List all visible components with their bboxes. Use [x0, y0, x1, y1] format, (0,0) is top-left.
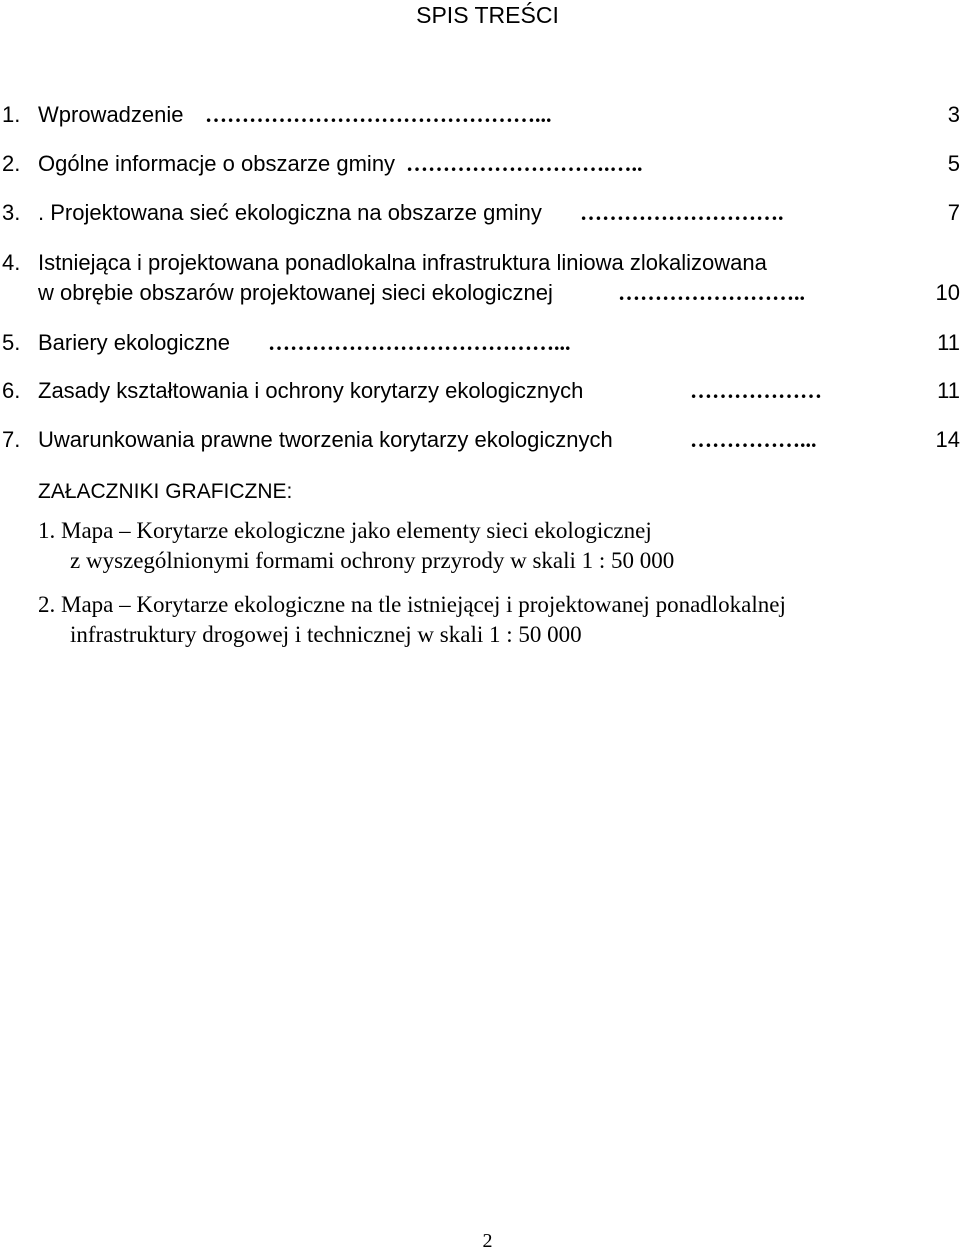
page-number: 2	[482, 1230, 493, 1252]
attachment-item-line: 2. Mapa – Korytarze ekologiczne na tle istniejącej i projektowanej ponadlokalnej	[38, 592, 786, 617]
toc-entry-page: 10	[935, 280, 960, 305]
toc-entry-leader: ………………	[690, 378, 822, 403]
toc-entry	[0, 151, 960, 181]
toc-entry-label: . Projektowana sieć ekologiczna na obszarze gminy	[38, 200, 542, 225]
toc-entry-page: 3	[947, 102, 960, 127]
toc-entry-label: Wprowadzenie	[38, 102, 184, 127]
attachment-item-line: 1. Mapa – Korytarze ekologiczne jako elementy sieci ekologicznej	[38, 518, 652, 543]
toc-entry-page: 14	[935, 427, 960, 452]
toc-entry-page: 5	[947, 151, 960, 176]
toc-entry-leader: ……………………….…..	[406, 151, 643, 176]
toc-entry-number: 7.	[2, 427, 21, 452]
toc-entry-number: 2.	[2, 151, 21, 176]
toc-entry-leader: …………………………………...	[268, 330, 571, 355]
toc-entry-number: 3.	[2, 200, 21, 225]
toc-entry	[0, 378, 960, 408]
page-title: SPIS TREŚCI	[416, 2, 559, 28]
toc-entry-leader: ……………………….	[580, 200, 784, 225]
toc-entry-page: 7	[947, 200, 960, 225]
toc-entry-leader: ……………...	[690, 427, 817, 452]
toc-entry-label: Bariery ekologiczne	[38, 330, 230, 355]
toc-entry	[0, 102, 960, 132]
toc-entry-number: 5.	[2, 330, 21, 355]
toc-entry-label: Istniejąca i projektowana ponadlokalna infrastruktura liniowa zlokalizowana	[38, 250, 767, 275]
toc-entry-label: Ogólne informacje o obszarze gminy	[38, 151, 396, 176]
attachments-heading: ZAŁACZNIKI GRAFICZNE:	[38, 480, 293, 503]
toc-entry-number: 1.	[2, 102, 21, 127]
toc-entry-leader: ………………………………………...	[205, 102, 552, 127]
toc-entry	[0, 200, 960, 230]
toc-entry-number: 4.	[2, 250, 21, 275]
attachment-item-line: infrastruktury drogowej i technicznej w skali 1 : 50 000	[70, 622, 582, 647]
toc-entry-continuation	[0, 280, 960, 310]
toc-entry-label-continued: w obrębie obszarów projektowanej sieci ekologicznej	[38, 280, 553, 305]
toc-entry	[0, 330, 960, 360]
toc-entry	[0, 250, 960, 280]
toc-entry-number: 6.	[2, 378, 21, 403]
toc-entry-page: 11	[937, 378, 960, 403]
toc-entry-leader: ……………………..	[618, 280, 805, 305]
toc-entry-label: Uwarunkowania prawne tworzenia korytarzy ekologicznych	[38, 427, 613, 452]
toc-entry	[0, 427, 960, 457]
attachment-item-line: z wyszególnionymi formami ochrony przyrody w skali 1 : 50 000	[70, 548, 675, 573]
toc-entry-page: 11	[937, 330, 960, 355]
toc-entry-label: Zasady kształtowania i ochrony korytarzy ekologicznych	[38, 378, 584, 403]
